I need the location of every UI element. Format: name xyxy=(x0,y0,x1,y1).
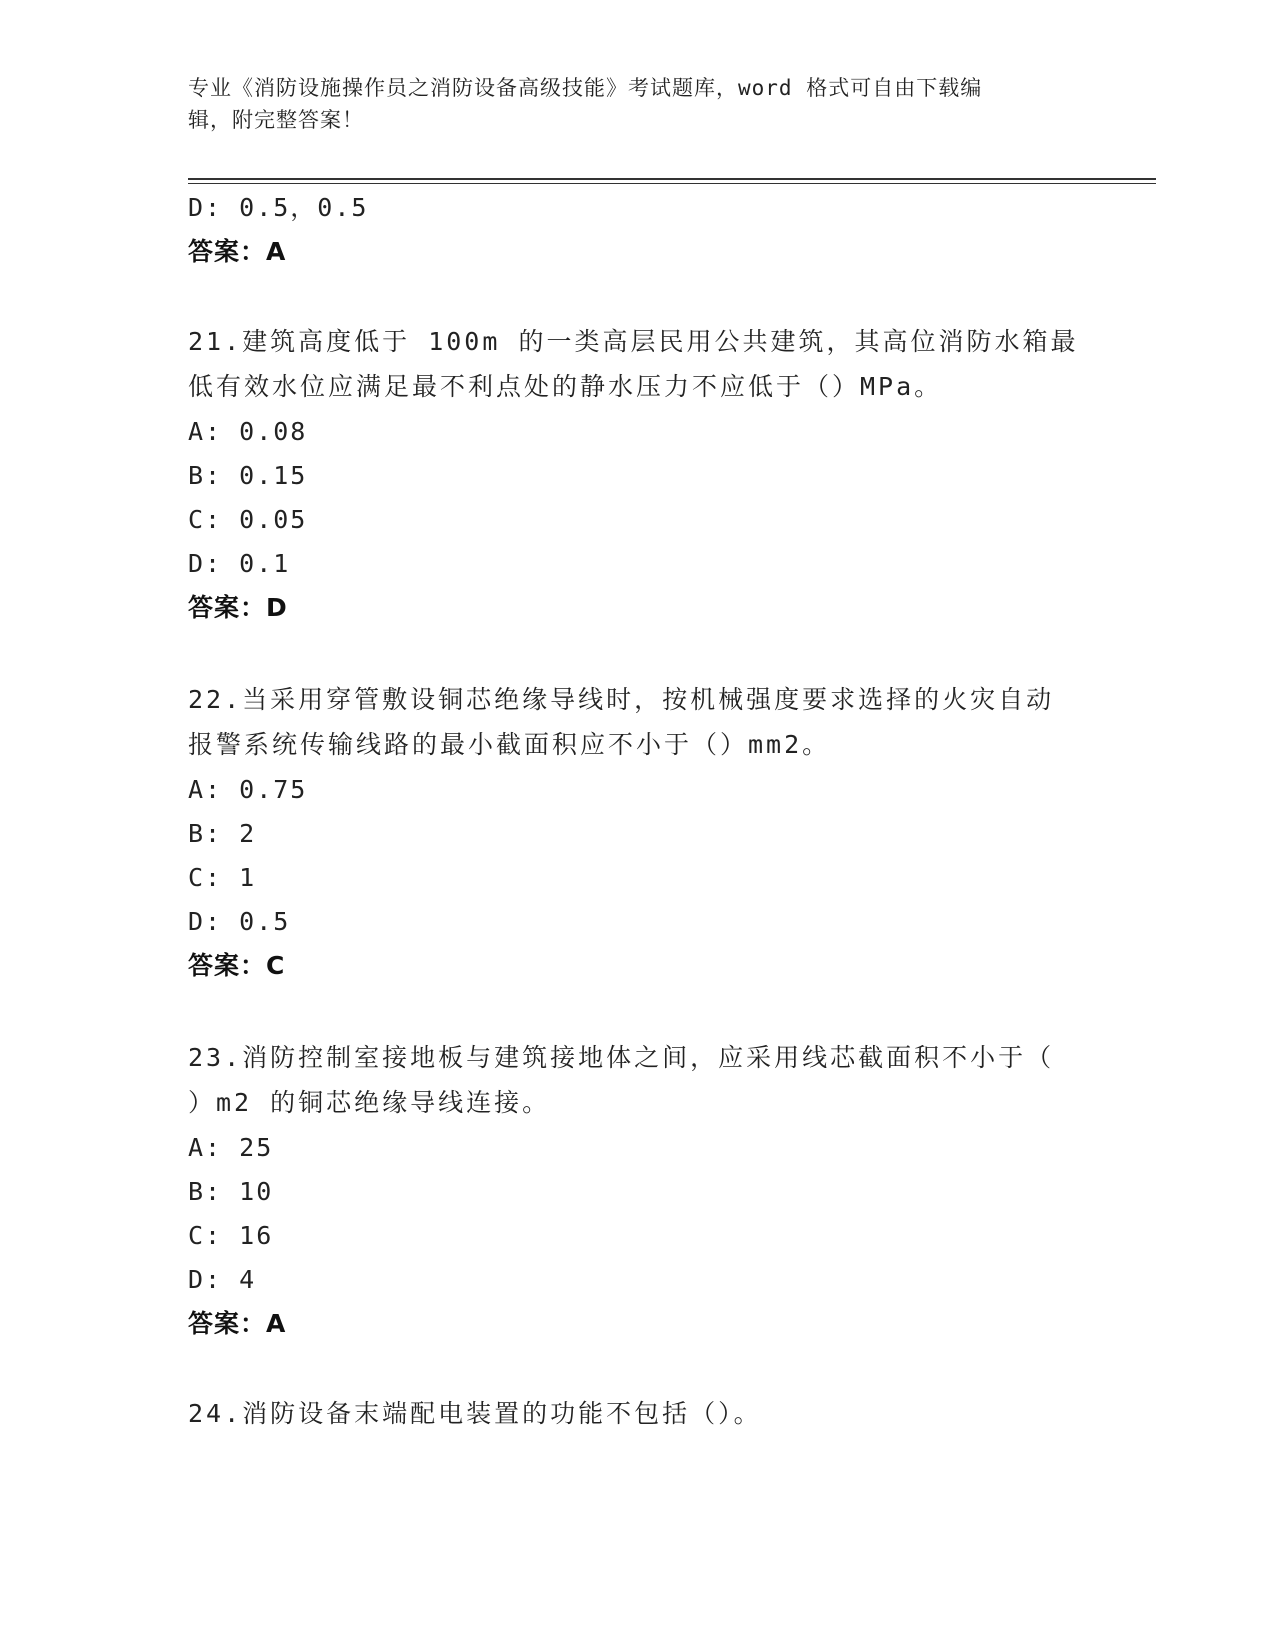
q21-option-c: C: 0.05 xyxy=(188,505,308,534)
q21-answer: 答案：D xyxy=(188,593,288,622)
q22-option-a: A: 0.75 xyxy=(188,775,308,804)
q23-option-d: D: 4 xyxy=(188,1265,257,1294)
q21-option-a: A: 0.08 xyxy=(188,417,308,446)
q23-option-c: C: 16 xyxy=(188,1221,274,1250)
prev-option-d: D: 0.5，0.5 xyxy=(188,193,369,222)
prev-answer: 答案：A xyxy=(188,237,287,266)
q23-text-line-2: ）m2 的铜芯绝缘导线连接。 xyxy=(188,1088,551,1117)
q23-option-b: B: 10 xyxy=(188,1177,274,1206)
q21-option-d: D: 0.1 xyxy=(188,549,291,578)
q23-text-line-1: 23.消防控制室接地板与建筑接地体之间，应采用线芯截面积不小于（ xyxy=(188,1043,1055,1072)
page-header xyxy=(188,72,1078,136)
q22-answer: 答案：C xyxy=(188,951,286,980)
q23-option-a: A: 25 xyxy=(188,1133,274,1162)
q22-text-line-1: 22.当采用穿管敷设铜芯绝缘导线时，按机械强度要求选择的火灾自动 xyxy=(188,685,1055,714)
q22-option-b: B: 2 xyxy=(188,819,257,848)
q21-text-line-1: 21.建筑高度低于 100m 的一类高层民用公共建筑，其高位消防水箱最 xyxy=(188,327,1079,356)
q23-answer: 答案：A xyxy=(188,1309,287,1338)
header-line-2: 辑，附完整答案！ xyxy=(188,108,364,132)
q22-option-c: C: 1 xyxy=(188,863,257,892)
header-line-1: 专业《消防设施操作员之消防设备高级技能》考试题库，word 格式可自由下载编 xyxy=(188,76,983,100)
q22-option-d: D: 0.5 xyxy=(188,907,291,936)
q22-text-line-2: 报警系统传输线路的最小截面积应不小于（）mm2。 xyxy=(188,730,831,759)
q21-text-line-2: 低有效水位应满足最不利点处的静水压力不应低于（）MPa。 xyxy=(188,372,943,401)
header-rule-thin xyxy=(188,183,1156,184)
header-rule-thick xyxy=(188,178,1156,180)
q21-option-b: B: 0.15 xyxy=(188,461,308,490)
q24-text-line-1: 24.消防设备末端配电装置的功能不包括（）。 xyxy=(188,1399,762,1428)
